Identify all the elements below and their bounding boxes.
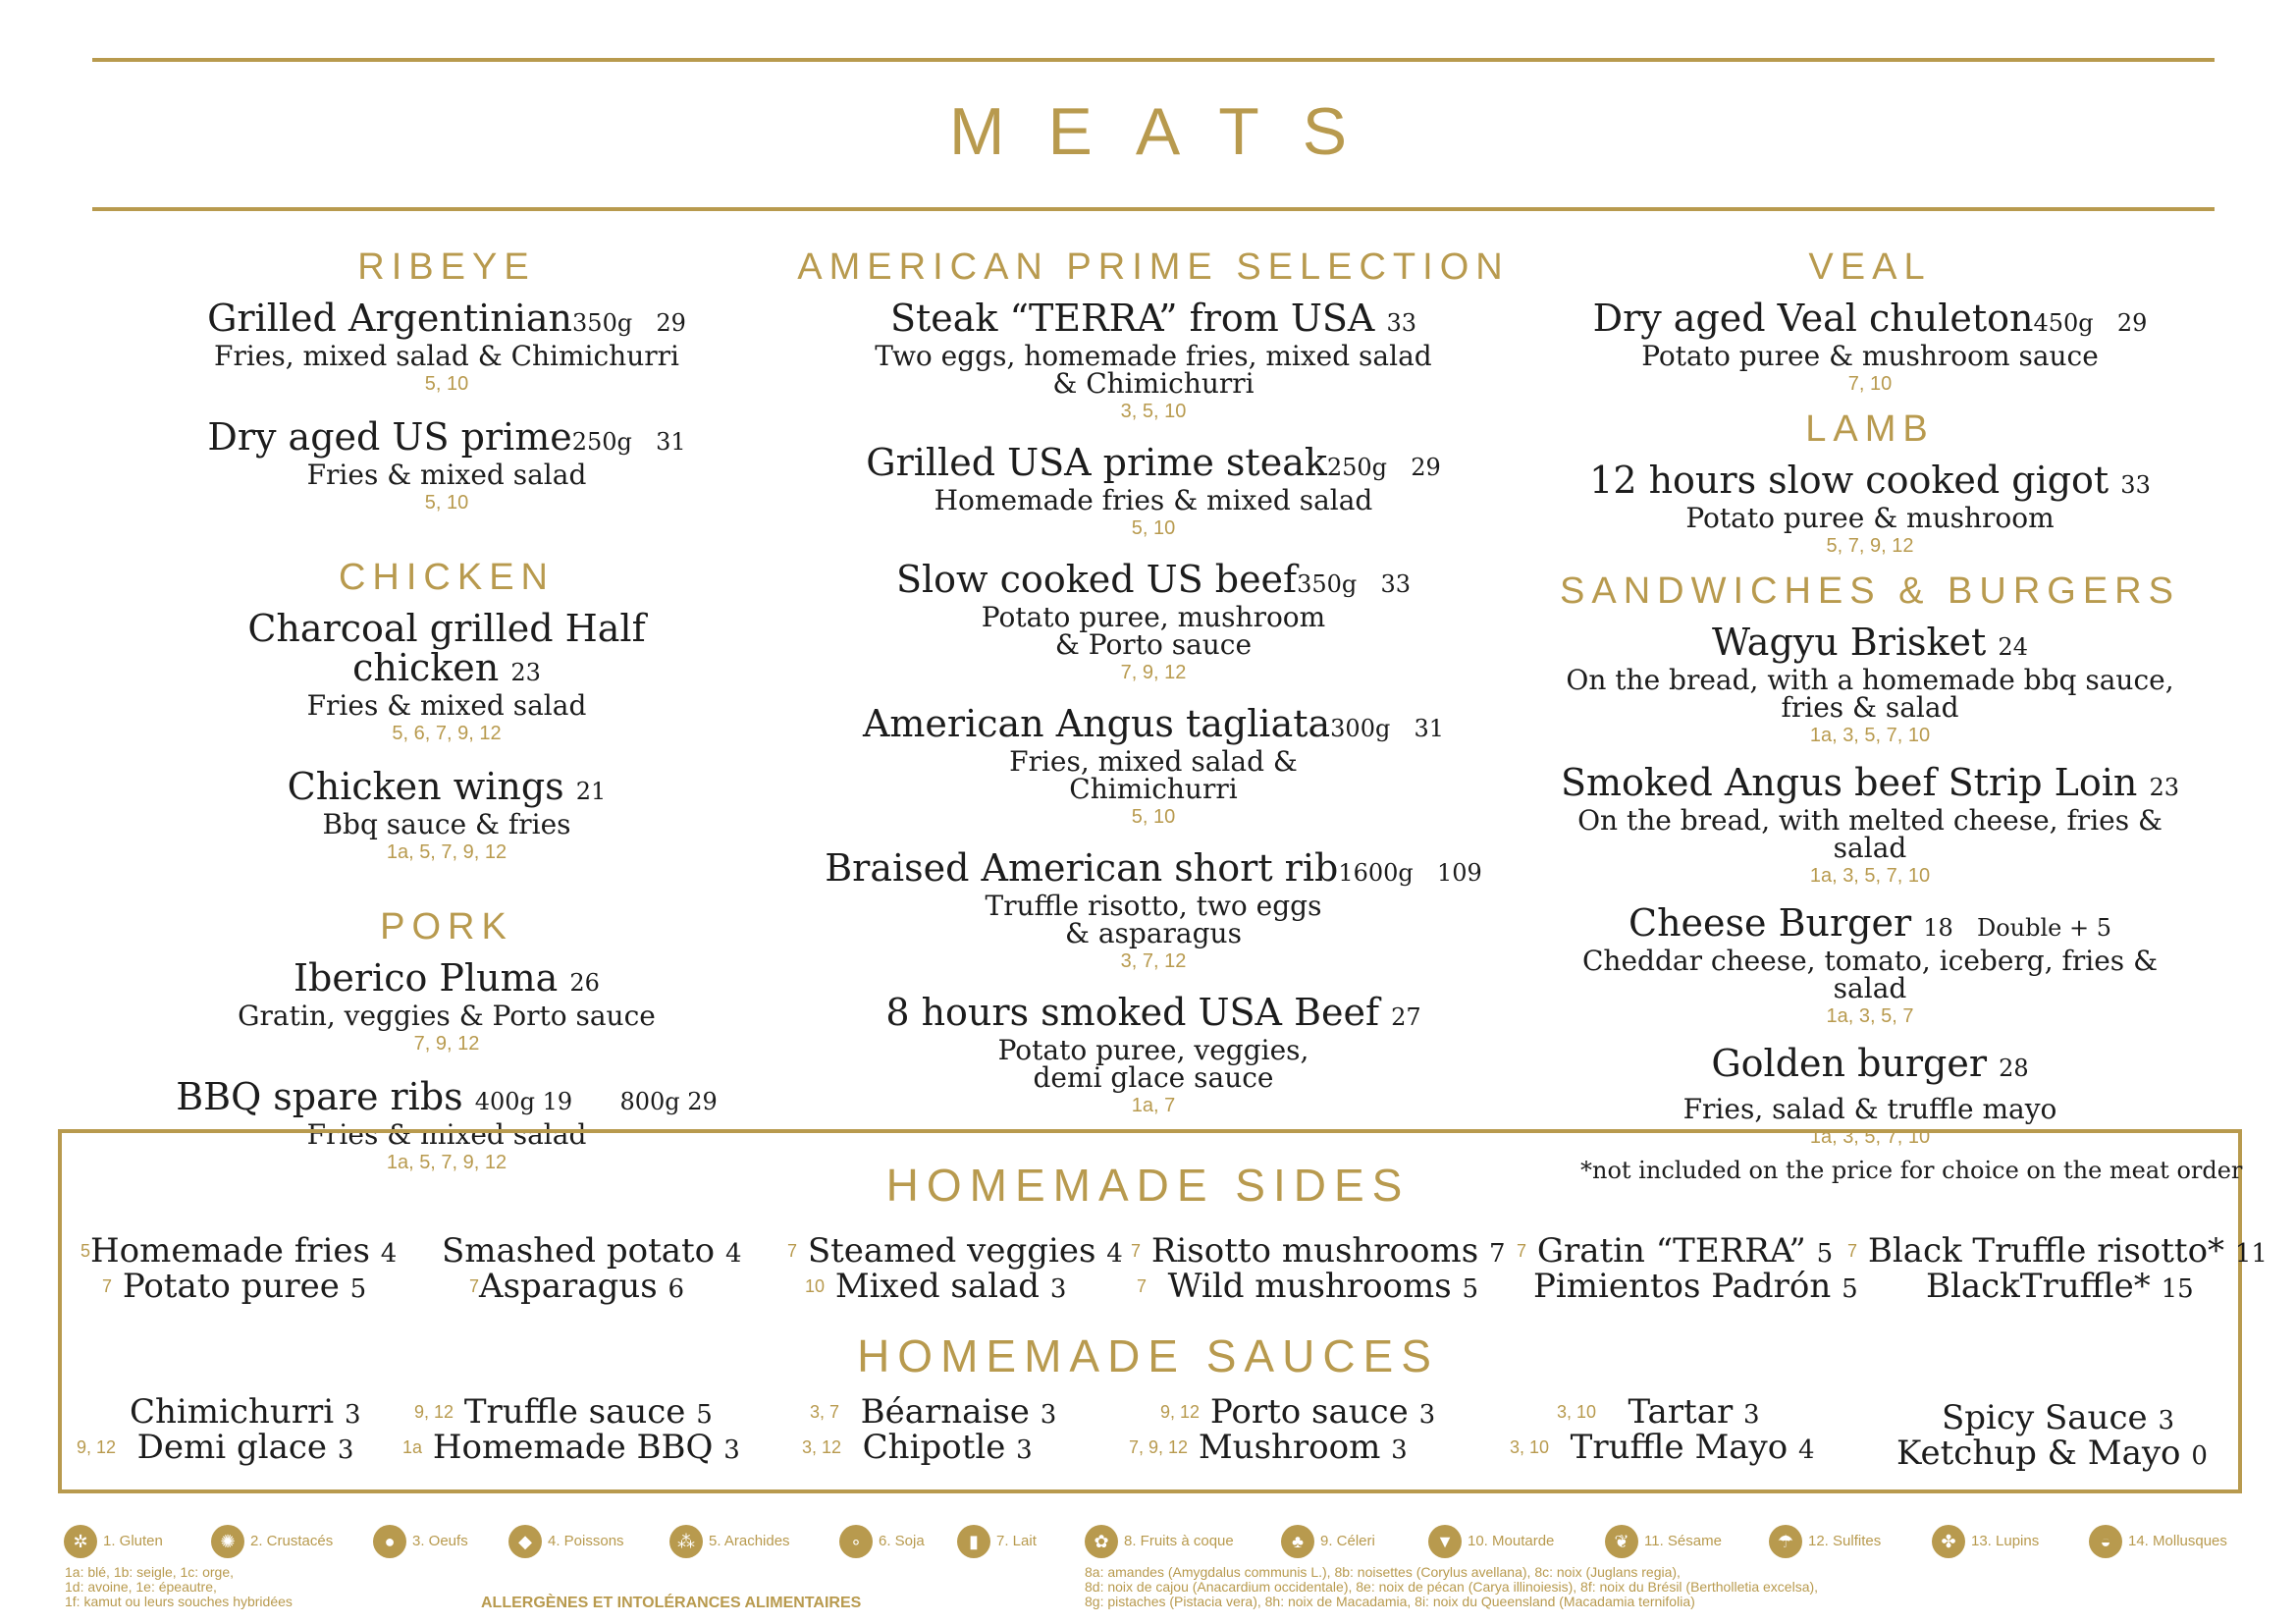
menu-item: Iberico Pluma 26 Gratin, veggies & Porto sauce 7, 9, 12: [152, 958, 741, 1057]
item-name: Cheese Burger: [1629, 901, 1912, 945]
sauce-item: $^{3, 12}$ Chipotle 3: [802, 1428, 1033, 1467]
menu-item: Dry aged US prime250g 31 Fries & mixed salad 5, 10: [152, 417, 741, 516]
item-desc: Fries & mixed salad: [306, 1118, 587, 1151]
lupin-icon: ✤: [1932, 1525, 1965, 1558]
sesame-icon: ❦: [1605, 1525, 1638, 1558]
peanut-icon: ⁂: [669, 1525, 703, 1558]
sauce-item: $^{7, 9, 12}$ Mushroom 3: [1129, 1428, 1408, 1467]
item-name: Dry aged US prime: [207, 415, 572, 459]
sides-note: *not included on the price for choice on the meat order: [1580, 1157, 2243, 1184]
sauce-item: $^{9, 12}$ Truffle sauce 5: [414, 1392, 713, 1432]
side-item: BlackTruffle* 15: [1926, 1267, 2194, 1306]
sauce-item: $^{3, 10}$ Tartar 3: [1557, 1392, 1760, 1432]
page-title: MEATS: [948, 94, 1391, 169]
allergen-codes: 1a, 3, 5, 7, 10: [1809, 865, 1931, 887]
sides-heading: HOMEMADE SIDES: [885, 1160, 1411, 1211]
allergen-codes: 5, 10: [424, 492, 469, 514]
item-name: Grilled Argentinian: [207, 297, 573, 340]
side-item: $^7$Asparagus 6: [469, 1267, 685, 1306]
item-name: Dry aged Veal chuleton: [1592, 297, 2034, 340]
right-column: [1551, 245, 2189, 1151]
menu-item: 8 hours smoked USA Beef 27 Potato puree, veggies, demi glace sauce 1a, 7: [775, 993, 1531, 1119]
item-name: BBQ spare ribs: [176, 1075, 463, 1118]
sauces-heading: HOMEMADE SAUCES: [857, 1330, 1439, 1381]
side-item: $^7$ Wild mushrooms 5: [1137, 1267, 1479, 1306]
milk-icon: ▮: [957, 1525, 990, 1558]
shell-icon: ◒: [2089, 1525, 2122, 1558]
side-item: $^7$ Gratin “TERRA” 5: [1517, 1231, 1834, 1271]
nut-icon: ✿: [1085, 1525, 1118, 1558]
sauce-item: $^{3, 10}$ Truffle Mayo 4: [1510, 1428, 1815, 1467]
item-desc: Fries & mixed salad: [306, 689, 587, 722]
allergen-codes: 5, 10: [424, 373, 469, 395]
section-ribeye: RIBEYE: [357, 246, 536, 288]
left-column: [152, 245, 741, 1176]
footer-title: ALLERGÈNES ET INTOLÉRANCES ALIMENTAIRES: [481, 1595, 862, 1611]
title-rule: [92, 207, 2215, 211]
allergen-codes: 1a, 5, 7, 9, 12: [386, 1152, 507, 1173]
item-desc: Gratin, veggies & Porto sauce: [238, 1000, 656, 1032]
item-name: Slow cooked US beef: [895, 558, 1298, 601]
soy-icon: ∘: [839, 1525, 873, 1558]
item-name: Charcoal grilled Half chicken: [247, 607, 646, 689]
crab-icon: ✺: [211, 1525, 244, 1558]
footer-gluten-notes: 1a: blé, 1b: seigle, 1c: orge, 1d: avoine, 1e: épeautre, 1f: kamut ou leurs souches hybridées: [65, 1564, 293, 1609]
allergen-codes: 3, 5, 10: [1120, 401, 1187, 422]
legend-gluten: ✲ 1. Gluten: [64, 1525, 163, 1558]
menu-item: Braised American short rib1600g 109 Truffle risotto, two eggs & asparagus 3, 7, 12: [775, 848, 1531, 975]
allergen-codes: 1a, 5, 7, 9, 12: [386, 841, 507, 863]
wheat-icon: ✲: [64, 1525, 97, 1558]
legend-lupin: ✤ 13. Lupins: [1932, 1525, 2039, 1558]
side-item: $^7$ Black Truffle risotto* 11: [1847, 1231, 2268, 1271]
menu-item: BBQ spare ribs 400g 19 800g 29 Fries & mixed salad 1a, 5, 7, 9, 12: [152, 1077, 741, 1176]
mustard-icon: ▼: [1428, 1525, 1462, 1558]
side-item: $^7$ Risotto mushrooms 7: [1131, 1231, 1506, 1271]
menu-item: Charcoal grilled Half chicken 23 Fries & mixed salad 5, 6, 7, 9, 12: [152, 609, 741, 747]
menu-item: Smoked Angus beef Strip Loin 23 On the bread, with melted cheese, fries & salad 1a, 3, 5, 7, 10: [1551, 763, 2189, 890]
allergen-codes: 5, 6, 7, 9, 12: [392, 723, 502, 744]
sauce-item: Ketchup & Mayo 0: [1896, 1434, 2208, 1473]
item-name: Smoked Angus beef Strip Loin: [1560, 761, 2138, 804]
allergen-codes: 7, 9, 12: [1120, 662, 1187, 683]
menu-item: Slow cooked US beef350g 33 Potato puree, mushroom & Porto sauce 7, 9, 12: [775, 560, 1531, 686]
legend-mustard: ▼ 10. Moutarde: [1428, 1525, 1554, 1558]
menu-item: American Angus tagliata300g 31 Fries, mixed salad & Chimichurri 5, 10: [775, 704, 1531, 831]
item-name: 12 hours slow cooked gigot: [1589, 459, 2109, 502]
allergen-codes: 7, 10: [1847, 373, 1893, 395]
section-lamb: LAMB: [1805, 408, 1935, 450]
menu-item: Chicken wings 21 Bbq sauce & fries 1a, 5, 7, 9, 12: [152, 767, 741, 866]
legend-milk: ▮ 7. Lait: [957, 1525, 1037, 1558]
allergen-codes: 5, 10: [1131, 517, 1176, 539]
side-item: $^{10}$ Mixed salad 3: [805, 1267, 1067, 1306]
egg-icon: ●: [373, 1525, 406, 1558]
item-desc: Bbq sauce & fries: [322, 808, 571, 840]
menu-item: Grilled Argentinian350g 29 Fries, mixed salad & Chimichurri 5, 10: [152, 298, 741, 398]
legend-celery: ♣ 9. Céleri: [1281, 1525, 1375, 1558]
item-name: 8 hours smoked USA Beef: [885, 991, 1380, 1034]
allergen-legend: [59, 1525, 2258, 1564]
legend-sesame: ❦ 11. Sésame: [1605, 1525, 1722, 1558]
allergen-codes: 1a, 3, 5, 7, 10: [1809, 725, 1931, 746]
sauce-item: $^{9, 12}$ Porto sauce 3: [1160, 1392, 1436, 1432]
sulphites-icon: ☂: [1769, 1525, 1802, 1558]
allergen-codes: 1a, 7: [1131, 1095, 1176, 1116]
legend-fish: ◆ 4. Poissons: [508, 1525, 624, 1558]
allergen-codes: 5, 7, 9, 12: [1826, 535, 1914, 557]
section-chicken: CHICKEN: [338, 557, 556, 598]
item-name: Iberico Pluma: [294, 956, 559, 1000]
allergen-codes: 1a, 3, 5, 7, 10: [1809, 1126, 1931, 1148]
top-rule: [92, 58, 2215, 62]
section-american-prime: AMERICAN PRIME SELECTION: [797, 246, 1510, 288]
allergen-codes: 1a, 3, 5, 7: [1826, 1005, 1914, 1027]
menu-item: Golden burger 28 Fries, salad & truffle mayo 1a, 3, 5, 7, 10: [1551, 1044, 2189, 1151]
sauce-item: $^{9, 12}$ Demi glace 3: [77, 1428, 354, 1467]
legend-peanuts: ⁂ 5. Arachides: [669, 1525, 790, 1558]
legend-eggs: ● 3. Oeufs: [373, 1525, 468, 1558]
sauce-item: Chimichurri 3: [130, 1392, 361, 1432]
menu-item: Cheese Burger 18 Double + 5 Cheddar cheese, tomato, iceberg, fries & salad 1a, 3, 5, 7: [1551, 903, 2189, 1030]
side-item: Pimientos Padrón 5: [1533, 1267, 1858, 1306]
item-desc: Fries, mixed salad & Chimichurri: [214, 340, 679, 372]
legend-soy: ∘ 6. Soja: [839, 1525, 925, 1558]
sauce-item: Spicy Sauce 3: [1942, 1398, 2174, 1437]
item-name: Braised American short rib: [825, 846, 1339, 890]
legend-crustaceans: ✺ 2. Crustacés: [211, 1525, 333, 1558]
allergen-codes: 7, 9, 12: [413, 1033, 480, 1055]
menu-item: Grilled USA prime steak250g 29 Homemade fries & mixed salad 5, 10: [775, 443, 1531, 542]
celery-icon: ♣: [1281, 1525, 1314, 1558]
item-name: Golden burger: [1711, 1042, 1988, 1085]
item-desc: Potato puree & mushroom: [1685, 502, 2055, 534]
section-sandwiches-burgers: SANDWICHES & BURGERS: [1560, 570, 2180, 612]
menu-item: 12 hours slow cooked gigot 33 Potato puree & mushroom 5, 7, 9, 12: [1551, 460, 2189, 560]
sauce-item: $^{1a}$ Homemade BBQ 3: [402, 1428, 740, 1467]
side-item: $^7$ Potato puree 5: [102, 1267, 367, 1306]
item-name: Wagyu Brisket: [1712, 621, 1987, 664]
side-item: $^5$Homemade fries 4: [80, 1231, 398, 1271]
side-item: $^7$ Steamed veggies 4: [787, 1231, 1123, 1271]
item-name: American Angus tagliata: [862, 702, 1331, 745]
allergen-codes: 3, 7, 12: [1120, 950, 1187, 972]
legend-molluscs: ◒ 14. Mollusques: [2089, 1525, 2227, 1558]
legend-nuts: ✿ 8. Fruits à coque: [1085, 1525, 1234, 1558]
section-pork: PORK: [380, 906, 513, 947]
item-name: Grilled USA prime steak: [866, 441, 1327, 484]
footer-nut-notes: 8a: amandes (Amygdalus communis L.), 8b: noisettes (Corylus avellana), 8c: noix (Juglans regia), 8d: noix de cajou (Anacardium occidentale), 8e: noix de pécan (Carya illinoiesis), 8f: noix du Brésil (Bertholletia excelsa), 8g: pistaches (Pistacia vera), 8h: noix de Macadamia, 8i: noix du Queensland (Macadamia ternifolia): [1085, 1564, 1819, 1609]
section-veal: VEAL: [1808, 246, 1932, 288]
item-name: Steak “TERRA” from USA: [889, 297, 1375, 340]
legend-sulphites: ☂ 12. Sulfites: [1769, 1525, 1881, 1558]
allergen-codes: 5, 10: [1131, 806, 1176, 828]
menu-item: Steak “TERRA” from USA 33 Two eggs, homemade fries, mixed salad & Chimichurri 3, 5, 10: [775, 298, 1531, 425]
side-item: Smashed potato 4: [442, 1231, 742, 1271]
item-desc: Fries & mixed salad: [306, 459, 587, 491]
menu-item: Wagyu Brisket 24 On the bread, with a homemade bbq sauce, fries & salad 1a, 3, 5, 7, 10: [1551, 623, 2189, 749]
menu-item: Dry aged Veal chuleton450g 29 Potato puree & mushroom sauce 7, 10: [1551, 298, 2189, 398]
item-desc: Potato puree & mushroom sauce: [1641, 340, 2099, 372]
sauce-item: $^{3, 7}$ Béarnaise 3: [810, 1392, 1057, 1432]
center-column: [775, 245, 1531, 1119]
item-name: Chicken wings: [287, 765, 564, 808]
fish-icon: ◆: [508, 1525, 542, 1558]
